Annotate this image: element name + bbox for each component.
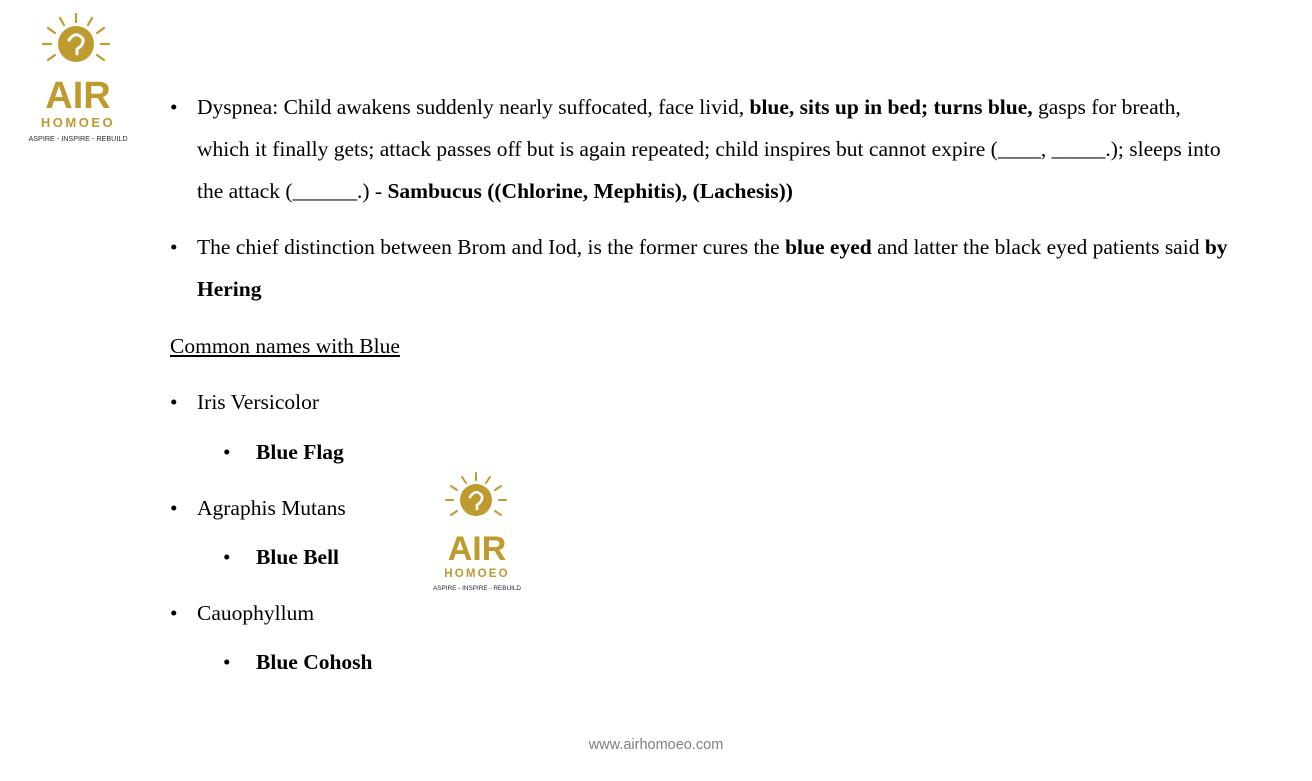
air-homoeo-logo [22,12,134,146]
brom-iod-text-2: and latter the black eyed patients said [871,235,1205,259]
bullet-marker: • [170,496,178,520]
brom-iod-text-1: The chief distinction between Brom and Iod, is the former cures the [197,235,786,259]
remedy-name: Agraphis Mutans [197,496,346,520]
logo-brand-sub: HOMOEO [444,568,510,580]
dyspnea-bold-1: blue, sits up in bed; turns blue, [749,95,1033,119]
common-name: Blue Cohosh [256,650,373,674]
bullet-marker: • [170,601,178,625]
remedy-common-name [170,431,1230,473]
logo-tagline: ASPIRE - INSPIRE - REBUILD [432,585,522,592]
logo-brand-text: AIR [447,530,507,568]
footer-website: www.airhomoeo.com [588,737,724,753]
remedy-item [170,487,1230,529]
dyspnea-text-1: Dyspnea: Child awakens suddenly nearly suffocated, face livid, [197,95,750,119]
logo-brand-text: AIR [45,75,111,117]
common-name: Blue Flag [256,440,344,464]
dyspnea-text-2: gasps for breath, which it finally gets; attack passes off but is again repeated; child inspires but cannot expire (____, _____.); sleeps into the attack (______.) - [197,95,1221,203]
section-heading: Common names with Blue [170,334,400,358]
remedy-item [170,592,1230,634]
brom-iod-bold-2: by Hering [197,235,1228,301]
remedy-name: Iris Versicolor [197,390,320,414]
bullet-dyspnea [170,86,1230,212]
remedy-name: Cauophyllum [197,601,315,625]
bullet-marker: • [223,545,231,569]
bullet-marker: • [170,390,178,414]
bullet-marker: • [223,440,231,464]
document-body [170,86,1230,683]
lightbulb-logo-icon [22,12,134,146]
dyspnea-bold-2: Sambucus ((Chlorine, Mephitis), (Lachesis)) [387,179,793,203]
remedy-common-name [170,641,1230,683]
bullet-brom-iod [170,226,1230,310]
logo-tagline: ASPIRE - INSPIRE - REBUILD [28,134,128,143]
bullet-marker: • [170,95,178,119]
brom-iod-bold-1: blue eyed [785,235,872,259]
bullet-marker: • [223,650,231,674]
common-name: Blue Bell [256,545,340,569]
remedy-item [170,381,1230,423]
logo-brand-sub: HOMOEO [40,115,116,130]
bullet-marker: • [170,235,178,259]
remedy-common-name [170,536,1230,578]
